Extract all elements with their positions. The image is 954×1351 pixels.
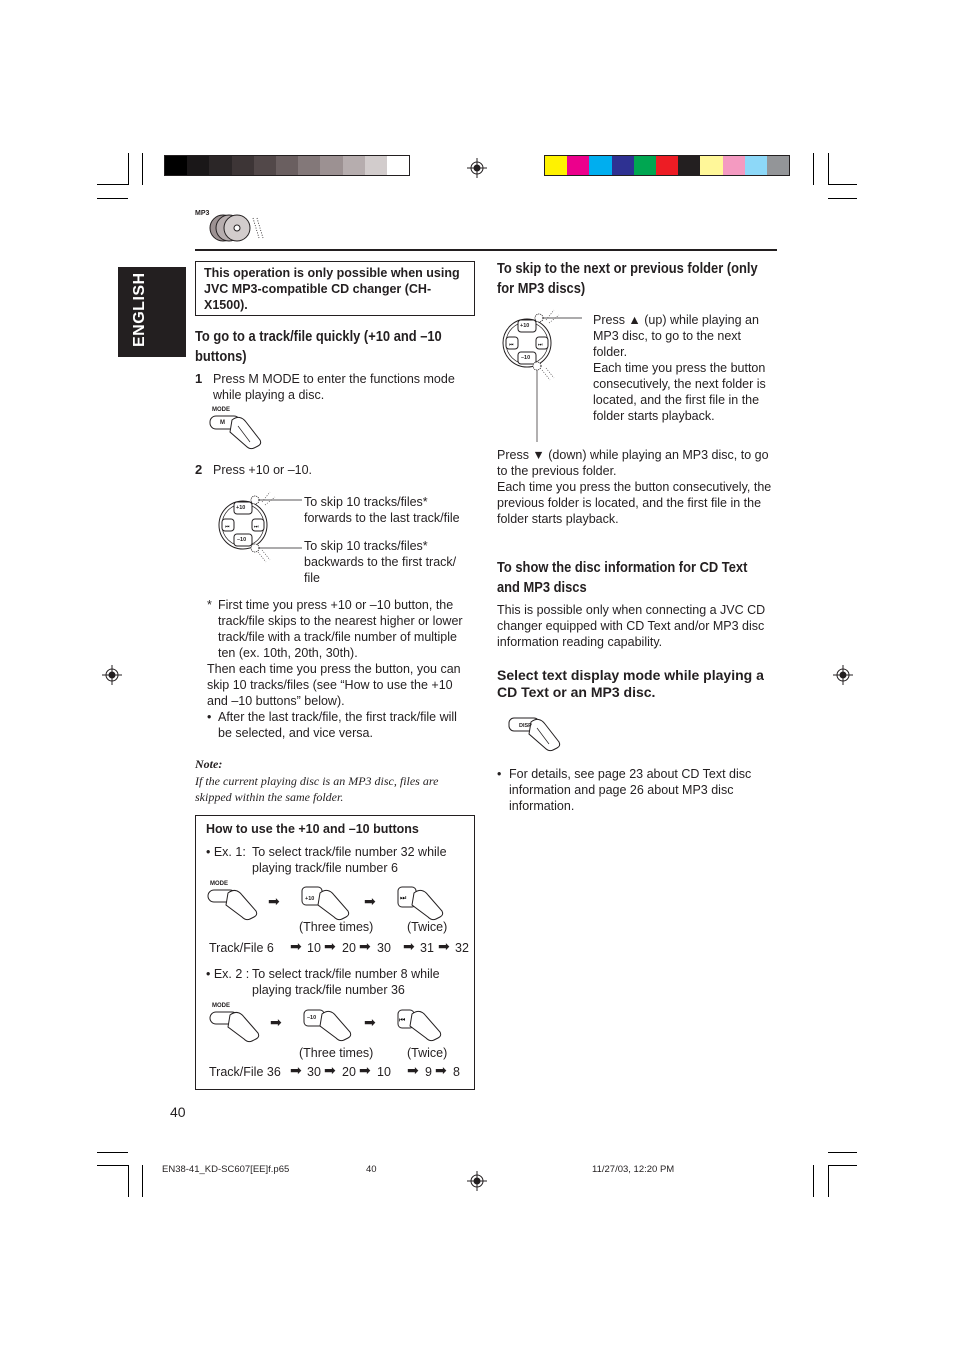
notice-text: This operation is only possible when using JVC MP3-compatible CD changer (CH-X1500). [204, 266, 460, 312]
header-rule [195, 249, 777, 251]
color-swatch [187, 156, 209, 175]
registration-mark-icon [467, 158, 487, 178]
minus10-button-label: –10 [307, 1015, 317, 1021]
mode-button-press-icon [208, 1008, 264, 1044]
note-text: If the current playing disc is an MP3 disc, files are skipped within the same folder. [195, 774, 439, 804]
svg-text:⏭: ⏭ [254, 524, 259, 530]
crop-mark [828, 153, 829, 185]
color-swatch [700, 156, 722, 175]
disc-info-subheading: Select text display mode while playing a CD Text or an MP3 disc. [497, 667, 764, 700]
sequence-start: Track/File 6 [209, 941, 274, 955]
footer-filename: EN38-41_KD-SC607[EE]f.p65 [162, 1164, 290, 1175]
previous-track-button-press-icon [396, 1006, 452, 1044]
arrow-right-icon: ➡ [324, 938, 336, 954]
mode-button-press-icon [208, 412, 264, 452]
sequence-value: 8 [453, 1065, 460, 1079]
color-swatch [767, 156, 789, 175]
svg-text:⏭: ⏭ [400, 894, 407, 902]
color-swatch [343, 156, 365, 175]
mp3-disc-icon [207, 212, 265, 244]
svg-text:⏮: ⏮ [399, 1016, 406, 1024]
color-swatch [634, 156, 656, 175]
arrow-right-icon: ➡ [364, 1014, 376, 1030]
minus10-button-press-icon [302, 1006, 358, 1044]
footer-page: 40 [366, 1164, 377, 1175]
sequence-start: Track/File 36 [209, 1065, 281, 1079]
twice-label: (Twice) [407, 1046, 448, 1060]
arrow-right-icon: ➡ [290, 1062, 302, 1078]
crop-mark [128, 153, 129, 185]
arrow-right-icon: ➡ [290, 938, 302, 954]
color-swatch [298, 156, 320, 175]
arrow-right-icon: ➡ [359, 1062, 371, 1078]
example-1-label: • Ex. 1: [206, 845, 246, 859]
crop-mark [813, 153, 814, 185]
color-calibration-bar [544, 155, 790, 176]
footer-timestamp: 11/27/03, 12:20 PM [592, 1164, 675, 1175]
example-1-text: To select track/file number 32 while playing track/file number 6 [252, 845, 447, 875]
twice-label: (Twice) [407, 920, 448, 934]
sequence-value: 20 [342, 1065, 356, 1079]
color-swatch [320, 156, 342, 175]
arrow-right-icon: ➡ [364, 893, 376, 909]
language-tab [118, 267, 186, 357]
control-pad-icon [494, 306, 584, 446]
crop-mark [828, 184, 857, 185]
step-number: 2 [195, 462, 203, 477]
minus10-button-label: –10 [237, 537, 247, 543]
arrow-right-icon: ➡ [407, 1062, 419, 1078]
color-swatch [612, 156, 634, 175]
crop-mark [142, 1165, 143, 1197]
folder-up-text-2: Each time you press the button consecutively, the next folder is located, and the first file in the folder starts playback. [593, 361, 766, 423]
color-swatch [545, 156, 567, 175]
mode-label: MODE [212, 1003, 230, 1009]
sequence-value: 20 [342, 941, 356, 955]
section-heading-disc-info: To show the disc information for CD Text and MP3 discs [497, 559, 748, 596]
minus10-button-label: –10 [521, 355, 531, 361]
footnote-text-2: Then each time you press the button, you can skip 10 tracks/files (see “How to use the +10 and –10 buttons” below). [207, 662, 461, 708]
mode-label: MODE [212, 407, 230, 413]
color-swatch [656, 156, 678, 175]
svg-text:⏮: ⏮ [225, 524, 230, 530]
detail-text: For details, see page 23 about CD Text disc information and page 26 about MP3 disc information. [509, 767, 752, 813]
color-swatch [232, 156, 254, 175]
sequence-value: 31 [420, 941, 434, 955]
arrow-right-icon: ➡ [403, 938, 415, 954]
notice-box [195, 261, 475, 316]
sequence-value: 10 [377, 1065, 391, 1079]
three-times-label: (Three times) [299, 1046, 374, 1060]
step-2-text: Press +10 or –10. [213, 463, 313, 477]
disp-button-press-icon [507, 714, 569, 756]
sequence-value: 10 [307, 941, 321, 955]
mode-button-press-icon [206, 886, 262, 922]
color-swatch [165, 156, 187, 175]
registration-mark-icon [102, 665, 122, 685]
plus10-button-label: +10 [520, 323, 530, 329]
color-swatch [723, 156, 745, 175]
color-swatch [387, 156, 409, 175]
sequence-value: 30 [377, 941, 391, 955]
three-times-label: (Three times) [299, 920, 374, 934]
page-number: 40 [170, 1104, 186, 1120]
arrow-right-icon: ➡ [268, 893, 280, 909]
folder-up-text: Press ▲ (up) while playing an MP3 disc, to go to the next folder. [593, 313, 759, 359]
folder-down-text-2: Each time you press the button consecutively, the previous folder is located, and the first file in the folder starts playback. [497, 480, 772, 526]
color-swatch [276, 156, 298, 175]
color-swatch [589, 156, 611, 175]
section-heading-folder-skip: To skip to the next or previous folder (only for MP3 discs) [497, 260, 758, 297]
footnote-bullet: • [207, 710, 212, 724]
footnote-text-3: After the last track/file, the first track/file will be selected, and vice versa. [218, 710, 457, 740]
arrow-right-icon: ➡ [435, 1062, 447, 1078]
color-swatch [209, 156, 231, 175]
crop-mark [828, 1165, 829, 1197]
arrow-right-icon: ➡ [324, 1062, 336, 1078]
skip-forward-text: To skip 10 tracks/files* forwards to the last track/file [304, 495, 460, 525]
crop-mark [828, 1152, 857, 1153]
mode-label: MODE [210, 881, 228, 887]
plus10-button-label: +10 [305, 896, 315, 902]
svg-text:⏭: ⏭ [538, 342, 543, 348]
crop-mark [97, 1165, 128, 1166]
howto-title: How to use the +10 and –10 buttons [206, 822, 419, 836]
m-button-label: M [220, 420, 225, 426]
color-swatch [678, 156, 700, 175]
example-2-text: To select track/file number 8 while playing track/file number 36 [252, 967, 440, 997]
color-swatch [745, 156, 767, 175]
sequence-value: 32 [455, 941, 469, 955]
sequence-value: 9 [425, 1065, 432, 1079]
note-label: Note: [195, 757, 223, 771]
plus10-button-press-icon [300, 885, 356, 923]
svg-text:⏮: ⏮ [509, 342, 514, 348]
skip-backward-text: To skip 10 tracks/files* backwards to the first track/ file [304, 539, 457, 585]
step-1-text: Press M MODE to enter the functions mode while playing a disc. [213, 372, 455, 402]
crop-mark [828, 1165, 857, 1166]
language-tab-label: ENGLISH [131, 272, 148, 347]
color-swatch [567, 156, 589, 175]
color-swatch [254, 156, 276, 175]
crop-mark [813, 1165, 814, 1197]
detail-bullet: • [497, 767, 502, 781]
arrow-right-icon: ➡ [359, 938, 371, 954]
crop-mark [142, 153, 143, 185]
crop-mark [128, 1165, 129, 1197]
example-2-label: • Ex. 2 : [206, 967, 250, 981]
sequence-value: 30 [307, 1065, 321, 1079]
registration-mark-icon [467, 1171, 487, 1191]
step-number: 1 [195, 371, 203, 386]
next-track-button-press-icon [396, 885, 452, 923]
mp3-label: MP3 [195, 210, 210, 217]
control-pad-icon [210, 488, 310, 566]
crop-mark [97, 184, 128, 185]
disc-info-text: This is possible only when connecting a JVC CD changer equipped with CD Text and/or MP3 disc information reading capability. [497, 603, 766, 649]
disp-button-label: DISP [519, 723, 532, 729]
crop-mark [828, 198, 857, 199]
color-swatch [365, 156, 387, 175]
registration-mark-icon [833, 665, 853, 685]
folder-down-text: Press ▼ (down) while playing an MP3 disc, to go to the previous folder. [497, 448, 769, 478]
plus10-button-label: +10 [236, 505, 246, 511]
footnote-text-1: First time you press +10 or –10 button, the track/file skips to the nearest higher or lower track/file with a track/file number of multiple ten (ex. 10th, 20th, 30th). [218, 598, 463, 660]
section-heading-quick-skip: To go to a track/file quickly (+10 and –10 buttons) [195, 328, 442, 365]
crop-mark [97, 1152, 128, 1153]
footnote-mark: * [207, 598, 212, 612]
arrow-right-icon: ➡ [270, 1014, 282, 1030]
arrow-right-icon: ➡ [438, 938, 450, 954]
crop-mark [97, 198, 128, 199]
gray-calibration-bar [164, 155, 410, 176]
